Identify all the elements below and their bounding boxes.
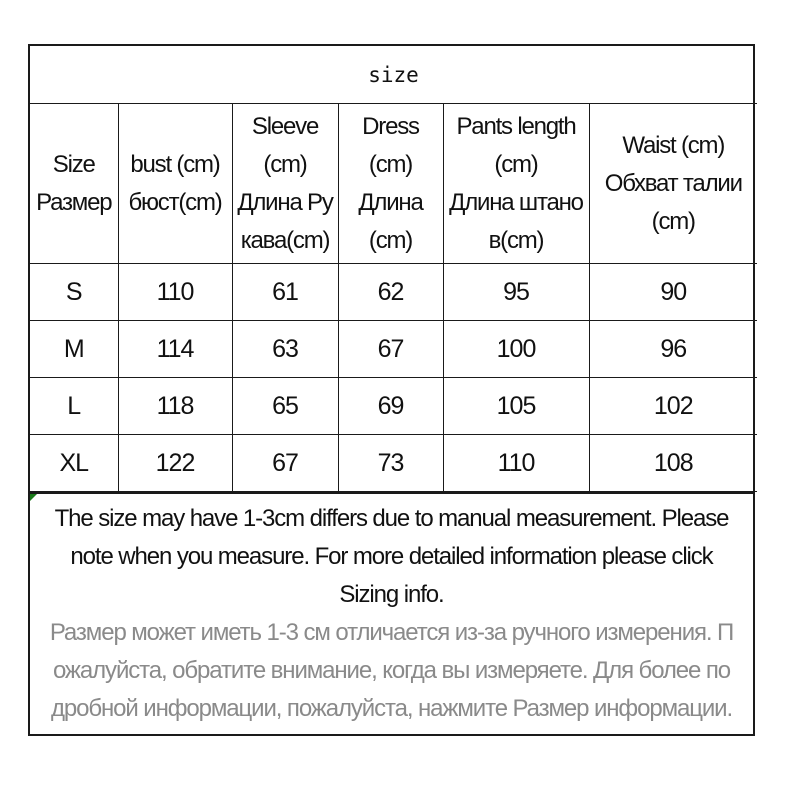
header-line: (cm) — [494, 150, 538, 178]
header-line: Waist (cm) — [622, 131, 725, 159]
header-line: (cm) — [368, 226, 413, 254]
cell-size: L — [30, 378, 118, 435]
header-sleeve — [232, 104, 338, 264]
header-line: Pants length — [456, 112, 576, 140]
cell-waist: 96 — [589, 321, 757, 378]
table-row — [30, 321, 757, 378]
header-line: (cm) — [651, 207, 695, 235]
table-row — [30, 378, 757, 435]
cell-dress: 67 — [338, 321, 443, 378]
cell-sleeve: 63 — [232, 321, 338, 378]
cell-sleeve: 61 — [232, 264, 338, 321]
cell-sleeve: 67 — [232, 435, 338, 492]
cell-dress: 69 — [338, 378, 443, 435]
cell-size: S — [30, 264, 118, 321]
cell-waist: 108 — [589, 435, 757, 492]
note-line: дробной информации, пожалуйста, нажмите Размер информации. — [50, 695, 733, 722]
cell-bust: 114 — [118, 321, 232, 378]
header-waist — [589, 104, 757, 264]
cell-dress: 62 — [338, 264, 443, 321]
header-line: Size — [52, 150, 95, 178]
header-pants-length — [443, 104, 589, 264]
cell-corner-marker — [30, 494, 37, 501]
note-line: Sizing info. — [339, 581, 444, 608]
cell-pants: 105 — [443, 378, 589, 435]
header-line: Размер — [36, 188, 112, 216]
header-bust — [118, 104, 232, 264]
header-line: bust (cm) — [130, 150, 220, 178]
header-size — [30, 104, 118, 264]
cell-bust: 118 — [118, 378, 232, 435]
header-row — [30, 104, 757, 264]
cell-bust: 122 — [118, 435, 232, 492]
size-chart — [28, 44, 755, 736]
measurement-note — [30, 492, 753, 734]
size-table — [30, 46, 757, 492]
table-title: size — [30, 46, 757, 104]
note-line: note when you measure. For more detailed information please click — [70, 543, 713, 570]
note-line: ожалуйста, обратите внимание, когда вы измеряете. Для более по — [52, 657, 731, 684]
cell-size: M — [30, 321, 118, 378]
cell-pants: 95 — [443, 264, 589, 321]
note-line: The size may have 1-3cm differs due to manual measurement. Please — [54, 505, 729, 532]
header-dress — [338, 104, 443, 264]
cell-size: XL — [30, 435, 118, 492]
table-row — [30, 435, 757, 492]
note-line: Размер может иметь 1-3 см отличается из-за ручного измерения. П — [49, 619, 734, 646]
header-line: Длина Ру — [237, 188, 333, 216]
note-english — [32, 500, 751, 614]
header-line: бюст(cm) — [128, 188, 222, 216]
header-line: Длина — [358, 188, 423, 216]
note-russian — [32, 614, 751, 728]
header-line: Длина штано — [449, 188, 583, 216]
cell-dress: 73 — [338, 435, 443, 492]
table-row — [30, 264, 757, 321]
cell-pants: 100 — [443, 321, 589, 378]
cell-sleeve: 65 — [232, 378, 338, 435]
cell-waist: 90 — [589, 264, 757, 321]
cell-pants: 110 — [443, 435, 589, 492]
header-line: Sleeve — [251, 112, 319, 140]
cell-bust: 110 — [118, 264, 232, 321]
header-line: Dress — [362, 112, 419, 140]
header-line: кава(cm) — [240, 226, 330, 254]
header-line: (cm) — [368, 150, 413, 178]
header-line: (cm) — [263, 150, 307, 178]
header-line: Обхват талии — [604, 169, 742, 197]
title-row — [30, 46, 757, 104]
header-line: в(cm) — [488, 226, 544, 254]
cell-waist: 102 — [589, 378, 757, 435]
